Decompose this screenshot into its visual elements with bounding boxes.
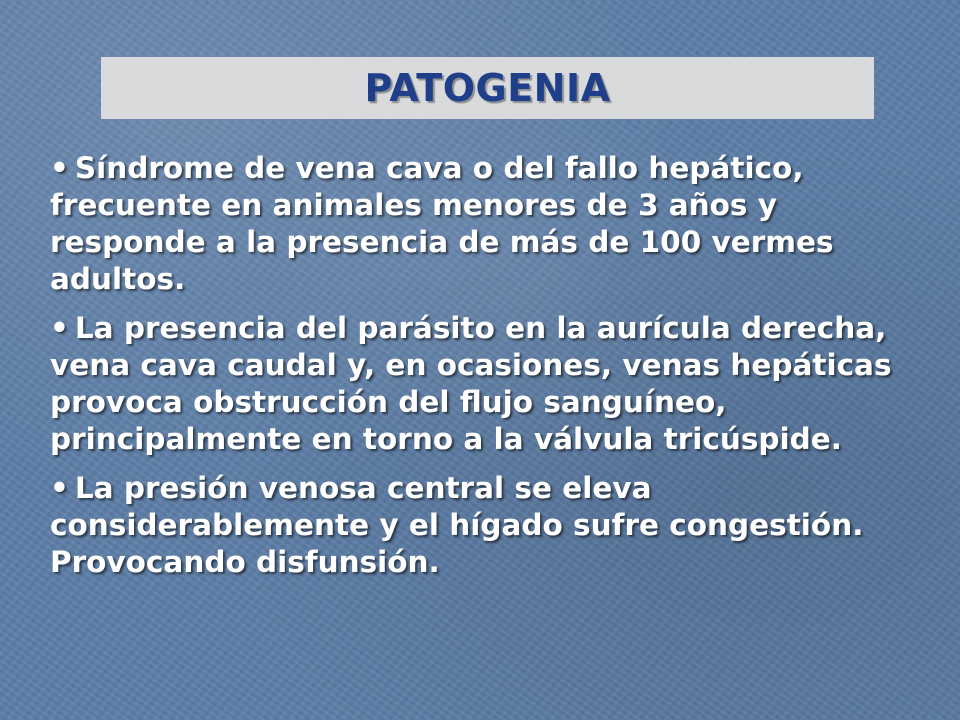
bullet-item — [50, 470, 910, 581]
bullet-dot-icon: • — [50, 151, 69, 185]
bullet-dot-icon: • — [50, 311, 69, 345]
bullet-text: La presencia del parásito en la aurícula derecha, vena cava caudal y, en ocasiones, venas hepáticas provoca obstrucción del flujo sanguíneo, principalmente en torno a la válvula tricúspide. — [50, 311, 892, 456]
bullet-item — [50, 310, 910, 458]
title-bar — [101, 57, 874, 119]
bullet-item — [50, 150, 910, 298]
bullet-text: La presión venosa central se eleva considerablemente y el hígado sufre congestión. Provocando disfunsión. — [50, 471, 864, 579]
bullet-dot-icon: • — [50, 471, 69, 505]
bullet-text: Síndrome de vena cava o del fallo hepático, frecuente en animales menores de 3 años y responde a la presencia de más de 100 vermes adultos. — [50, 151, 834, 296]
slide-title: PATOGENIA — [364, 66, 611, 110]
bullet-list — [50, 150, 910, 593]
